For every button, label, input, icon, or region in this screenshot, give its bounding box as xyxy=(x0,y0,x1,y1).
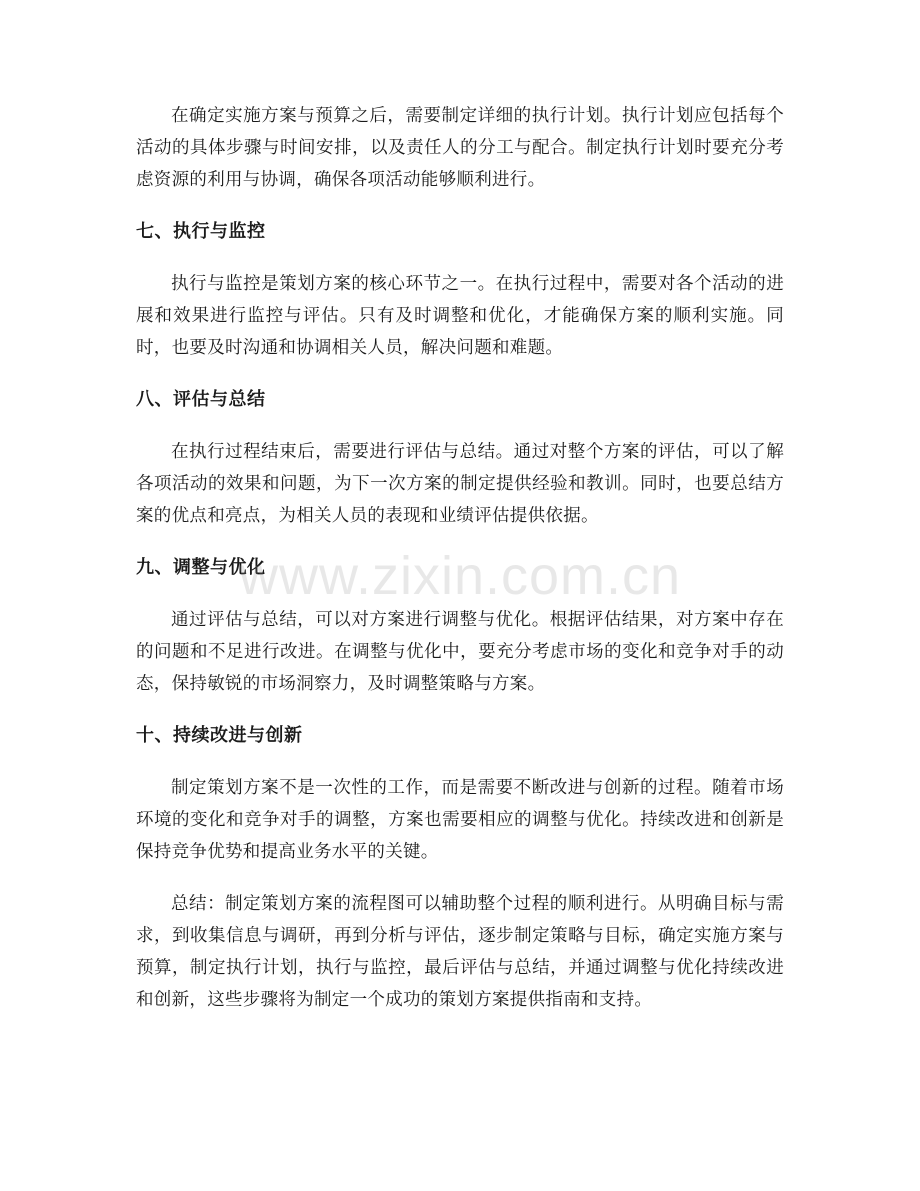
section-heading-9: 九、调整与优化 xyxy=(136,557,266,578)
intro-paragraph: 在确定实施方案与预算之后，需要制定详细的执行计划。执行计划应包括每个活动的具体步骤与时间安排，以及责任人的分工与配合。制定执行计划时要充分考虑资源的利用与协调，确保各项活动能够顺利进行。 xyxy=(136,106,784,190)
section-paragraph-10: 制定策划方案不是一次性的工作，而是需要不断改进与创新的过程。随着市场环境的变化和竞争对手的调整，方案也需要相应的调整与优化。持续改进和创新是保持竞争优势和提高业务水平的关键。 xyxy=(136,778,784,862)
section-heading-10: 十、持续改进与创新 xyxy=(136,725,303,746)
section-paragraph-9: 通过评估与总结，可以对方案进行调整与优化。根据评估结果，对方案中存在的问题和不足进行改进。在调整与优化中，要充分考虑市场的变化和竞争对手的动态，保持敏锐的市场洞察力，及时调整策略与方案。 xyxy=(136,610,784,694)
watermark-text: www.zixin.com.cn xyxy=(238,546,682,606)
document-body xyxy=(136,100,784,1036)
summary-paragraph: 总结：制定策划方案的流程图可以辅助整个过程的顺利进行。从明确目标与需求，到收集信息与调研，再到分析与评估，逐步制定策略与目标，确定实施方案与预算，制定执行计划，执行与监控，最后评估与总结，并通过调整与优化持续改进和创新，这些步骤将为制定一个成功的策划方案提供指南和支持。 xyxy=(136,894,784,1010)
section-heading-8: 八、评估与总结 xyxy=(136,389,266,410)
section-paragraph-7: 执行与监控是策划方案的核心环节之一。在执行过程中，需要对各个活动的进展和效果进行监控与评估。只有及时调整和优化，才能确保方案的顺利实施。同时，也要及时沟通和协调相关人员，解决问题和难题。 xyxy=(136,274,784,358)
section-paragraph-8: 在执行过程结束后，需要进行评估与总结。通过对整个方案的评估，可以了解各项活动的效果和问题，为下一次方案的制定提供经验和教训。同时，也要总结方案的优点和亮点，为相关人员的表现和业绩评估提供依据。 xyxy=(136,442,784,526)
section-heading-7: 七、执行与监控 xyxy=(136,221,266,242)
